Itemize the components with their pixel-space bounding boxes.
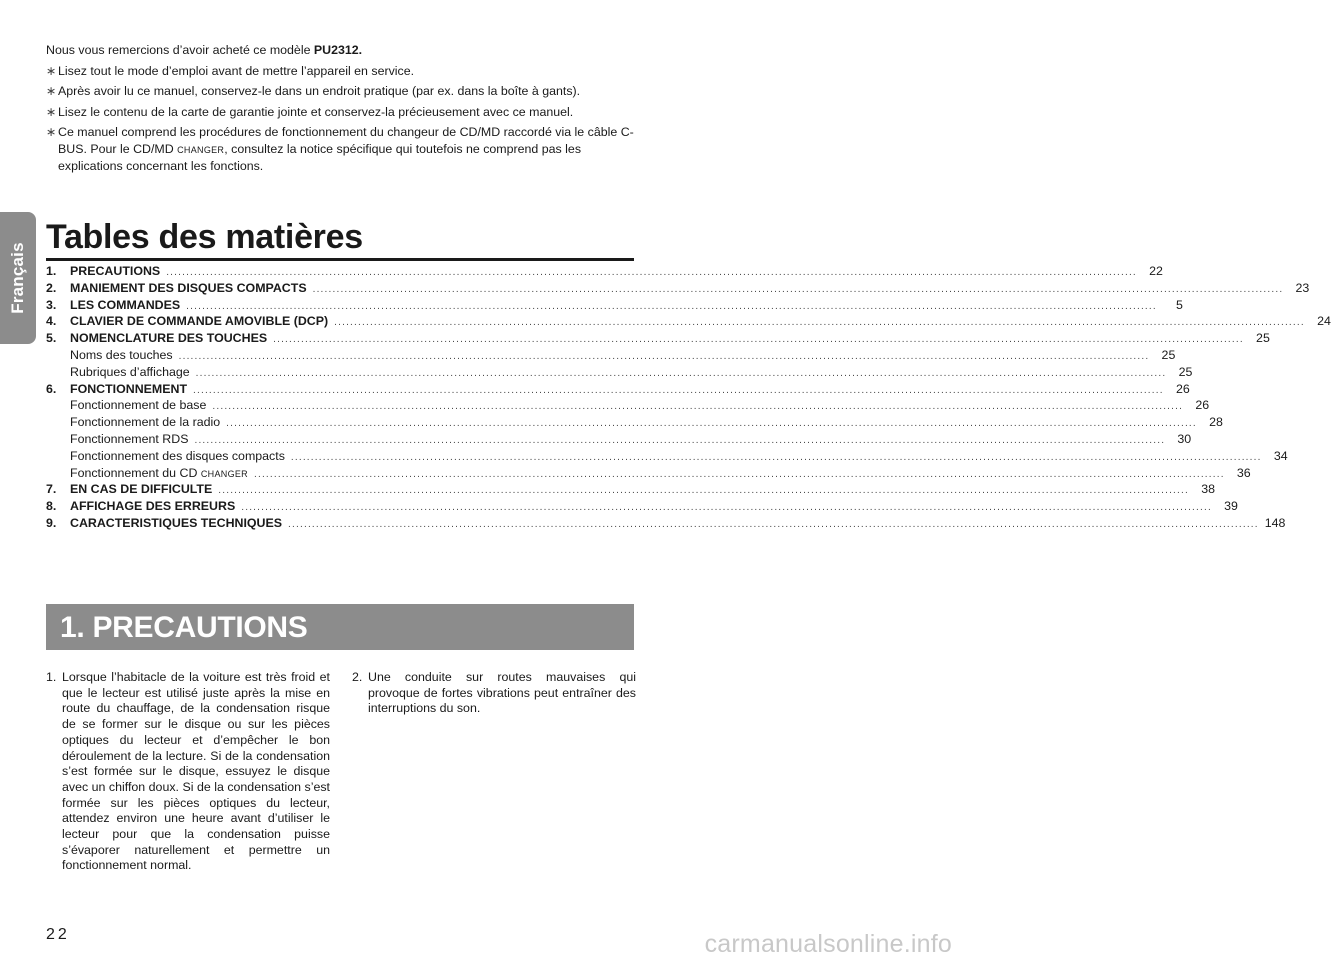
toc-entry-label-text: Noms des touches bbox=[70, 347, 173, 362]
toc-entry bbox=[46, 415, 1223, 432]
toc-entry-label bbox=[70, 314, 328, 329]
toc-entry-label bbox=[70, 415, 220, 430]
toc-entry-page: 26 bbox=[1195, 398, 1210, 413]
precaution-item bbox=[352, 670, 636, 717]
toc-entry bbox=[46, 280, 1310, 298]
toc-entry-label bbox=[70, 499, 235, 514]
intro-bullet bbox=[46, 83, 636, 100]
asterisk-icon: ∗ bbox=[46, 125, 57, 139]
toc-leader-dots: .................................................................................................................................................................................................................................................... bbox=[212, 401, 1184, 413]
toc-leader-dots: .................................................................................................................................................................................................................................................... bbox=[194, 434, 1166, 446]
language-tab bbox=[0, 212, 36, 344]
intro-bullet bbox=[46, 104, 636, 121]
watermark: carmanualsonline.info bbox=[704, 930, 952, 958]
toc-entry-label-text: AFFICHAGE DES ERREURS bbox=[70, 499, 236, 514]
smallcaps-text: CHANGER bbox=[200, 468, 248, 479]
toc-entry-page: 39 bbox=[1224, 499, 1238, 514]
section-title: 1. PRECAUTIONS bbox=[60, 611, 308, 644]
toc-entry bbox=[46, 515, 1286, 533]
toc-entry-label bbox=[70, 466, 248, 482]
toc-leader-dots: .................................................................................................................................................................................................................................................... bbox=[193, 384, 1164, 396]
item-number: 2. bbox=[352, 670, 363, 684]
toc-entry-label bbox=[70, 449, 285, 464]
toc-entry-label-text: LES COMMANDES bbox=[70, 297, 181, 312]
toc-entry-page: 22 bbox=[1149, 264, 1163, 278]
toc-entry-label-text: Rubriques d’affichage bbox=[70, 364, 190, 379]
intro-bullet bbox=[46, 124, 636, 175]
toc-entry-label bbox=[70, 264, 160, 279]
toc-leader-dots: .................................................................................................................................................................................................................................................... bbox=[178, 350, 1150, 362]
toc-leader-dots: .................................................................................................................................................................................................................................................... bbox=[166, 267, 1137, 278]
toc-entry bbox=[46, 264, 1163, 281]
asterisk-icon: ∗ bbox=[46, 104, 57, 119]
toc-entry-page: 36 bbox=[1236, 465, 1251, 480]
bullet-text-part: Ce manuel comprend les procédures de fonctionnement du changeur de CD/MD raccordé via le câble C-BUS. Pour le CD/MD bbox=[58, 125, 634, 156]
toc-leader-dots: .................................................................................................................................................................................................................................................... bbox=[195, 367, 1167, 379]
toc-leader-dots: .................................................................................................................................................................................................................................................... bbox=[312, 283, 1284, 295]
intro-bullet bbox=[46, 63, 636, 80]
toc-entry-label-text: Fonctionnement RDS bbox=[70, 431, 189, 446]
toc-entry-label bbox=[70, 365, 190, 380]
toc-entry-label-text: PRECAUTIONS bbox=[70, 264, 161, 278]
toc-entry-page: 30 bbox=[1177, 431, 1192, 446]
toc-entry bbox=[46, 465, 1251, 483]
toc-entry-number: 4. bbox=[46, 314, 57, 329]
toc-entry-label-text: MANIEMENT DES DISQUES COMPACTS bbox=[70, 280, 307, 295]
toc-leader-dots: .................................................................................................................................................................................................................................................... bbox=[186, 300, 1157, 312]
toc-entry bbox=[46, 364, 1193, 382]
language-tab-label: Français bbox=[8, 242, 27, 314]
toc-entry-number: 6. bbox=[46, 381, 57, 396]
toc-entry-label-text: CLAVIER DE COMMANDE AMOVIBLE (DCP) bbox=[70, 314, 329, 329]
precaution-column-left bbox=[46, 670, 330, 874]
toc-heading: Tables des matières bbox=[46, 216, 634, 261]
toc-entry-label-text: EN CAS DE DIFFICULTE bbox=[70, 482, 213, 497]
toc-entry-number: 2. bbox=[46, 280, 57, 295]
toc-entry-label bbox=[70, 348, 173, 363]
thanks-line bbox=[46, 42, 636, 59]
bullet-text-part: , consultez la notice spécifique qui toutefois ne comprend pas les explications concernant les fonctions. bbox=[58, 141, 582, 173]
toc-entry-label-text: FONCTIONNEMENT bbox=[70, 381, 188, 396]
thanks-text: Nous vous remercions d’avoir acheté ce modèle bbox=[46, 43, 314, 57]
asterisk-icon: ∗ bbox=[46, 63, 57, 78]
toc-entry-label bbox=[70, 432, 188, 447]
toc-entry-number: 8. bbox=[46, 499, 57, 514]
bullet-text: Lisez le contenu de la carte de garantie jointe et conservez-la précieusement avec ce manuel. bbox=[58, 104, 574, 119]
toc-entry-number: 9. bbox=[46, 515, 57, 530]
toc-entry-page: 28 bbox=[1209, 415, 1223, 430]
toc-entry-number: 1. bbox=[46, 264, 57, 278]
toc-entry-page: 24 bbox=[1317, 314, 1331, 329]
toc-entry-label bbox=[70, 331, 267, 346]
toc-leader-dots: .................................................................................................................................................................................................................................................... bbox=[288, 518, 1259, 530]
bullet-text bbox=[58, 124, 636, 175]
toc-entry-label-text: Fonctionnement de la radio bbox=[70, 415, 221, 430]
table-of-contents bbox=[46, 264, 1331, 533]
toc-entry bbox=[46, 398, 1210, 415]
toc-entry bbox=[46, 297, 1183, 315]
toc-entry-page: 148 bbox=[1264, 515, 1286, 530]
toc-entry-label bbox=[70, 482, 212, 497]
toc-entry-label-text: Fonctionnement de base bbox=[70, 398, 207, 413]
intro-text bbox=[46, 42, 636, 179]
toc-entry-label bbox=[70, 382, 187, 397]
asterisk-icon: ∗ bbox=[46, 84, 57, 98]
toc-entry bbox=[46, 381, 1190, 399]
toc-entry bbox=[46, 499, 1238, 516]
toc-entry-number: 5. bbox=[46, 331, 57, 346]
toc-leader-dots: .................................................................................................................................................................................................................................................... bbox=[241, 502, 1212, 514]
toc-entry-label bbox=[70, 298, 180, 313]
item-text: Une conduite sur routes mauvaises qui provoque de fortes vibrations peut entraîner des interruptions du son. bbox=[368, 670, 636, 716]
smallcaps-text: CHANGER bbox=[177, 144, 225, 155]
toc-entry bbox=[46, 314, 1331, 331]
toc-entry-page: 26 bbox=[1175, 381, 1190, 396]
toc-entry-label-text: Fonctionnement des disques compacts bbox=[70, 448, 285, 463]
toc-entry-page: 25 bbox=[1256, 331, 1270, 346]
item-text: Lorsque l’habitacle de la voiture est très froid et que le lecteur est utilisé juste après la mise en route du chauffage, de la condensation risque de se former sur le disque ou sur les pièces optiques du lecteur et d’empêcher le bon déroulement de la lecture. Si de la condensation s’est formée sur le disque, essuyez le disque avec un chiffon doux. Si de la condensation s’est formée sur les pièces optiques du lecteur, attendez environ une heure avant d’utiliser le lecteur pour que la condensation puisse s’évaporer naturellement et permettre un fonctionnement normal. bbox=[62, 670, 330, 873]
toc-entry-page: 38 bbox=[1201, 482, 1215, 497]
toc-entry-label bbox=[70, 398, 206, 413]
toc-entry bbox=[46, 482, 1215, 499]
toc-leader-dots: .................................................................................................................................................................................................................................................... bbox=[290, 451, 1262, 463]
toc-leader-dots: .................................................................................................................................................................................................................................................... bbox=[334, 317, 1305, 329]
toc-entry-page: 34 bbox=[1273, 448, 1288, 463]
toc-leader-dots: .................................................................................................................................................................................................................................................... bbox=[253, 468, 1225, 480]
toc-entry-label bbox=[70, 516, 282, 531]
toc-leader-dots: .................................................................................................................................................................................................................................................... bbox=[226, 418, 1197, 430]
toc-entry-label-text: Fonctionnement du CD bbox=[70, 465, 198, 480]
precaution-item bbox=[46, 670, 330, 874]
toc-entry-number: 7. bbox=[46, 482, 57, 497]
toc-entry bbox=[46, 331, 1270, 348]
toc-entry-number: 3. bbox=[46, 297, 57, 312]
page-number: 22 bbox=[46, 926, 70, 943]
precaution-column-right bbox=[352, 670, 636, 717]
toc-entry bbox=[46, 431, 1192, 449]
toc-entry-label-text: NOMENCLATURE DES TOUCHES bbox=[70, 331, 268, 346]
bullet-text: Après avoir lu ce manuel, conservez-le dans un endroit pratique (par ex. dans la boîte à gants). bbox=[58, 84, 581, 98]
model-name: PU2312. bbox=[313, 43, 363, 57]
item-number: 1. bbox=[46, 670, 57, 684]
toc-leader-dots: .................................................................................................................................................................................................................................................... bbox=[218, 485, 1189, 497]
toc-entry-page: 23 bbox=[1295, 280, 1310, 295]
toc-entry-page: 25 bbox=[1161, 347, 1176, 362]
toc-entry-page: 5 bbox=[1175, 297, 1183, 312]
toc-entry bbox=[46, 347, 1176, 365]
toc-entry-label-text: CARACTERISTIQUES TECHNIQUES bbox=[70, 515, 283, 530]
bullet-text: Lisez tout le mode d’emploi avant de mettre l’appareil en service. bbox=[58, 63, 415, 78]
section-banner bbox=[46, 604, 634, 650]
toc-leader-dots: .................................................................................................................................................................................................................................................... bbox=[273, 334, 1244, 346]
toc-entry-label bbox=[70, 281, 307, 296]
toc-entry-page: 25 bbox=[1178, 364, 1193, 379]
toc-entry bbox=[46, 448, 1288, 466]
